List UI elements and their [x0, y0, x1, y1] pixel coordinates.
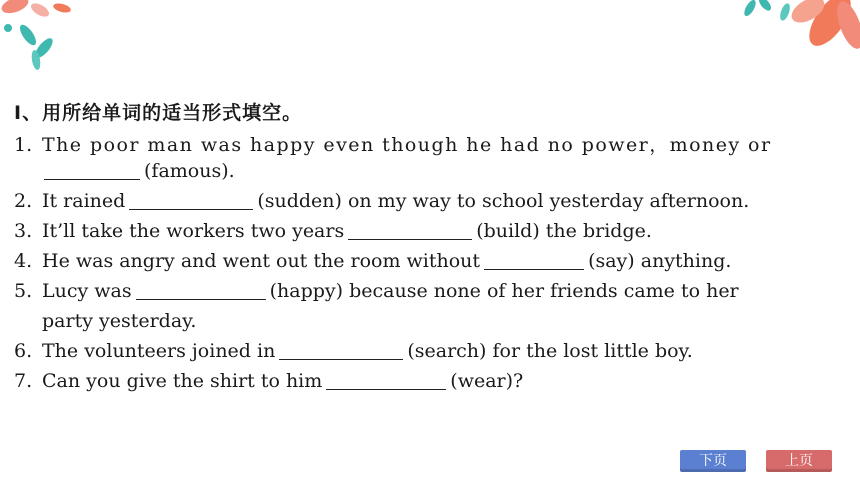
- answer-blank[interactable]: [348, 221, 472, 240]
- question-5: [14, 280, 739, 302]
- question-hint: (happy) because none of her friends came to her: [269, 280, 739, 302]
- question-6: [14, 340, 693, 362]
- exercise-heading: Ⅰ、用所给单词的适当形式填空。: [14, 102, 303, 124]
- question-2: [14, 190, 749, 212]
- question-5-cont: [42, 310, 196, 332]
- floral-decoration-right-icon: [730, 0, 860, 70]
- question-1-cont: [42, 160, 235, 182]
- answer-blank[interactable]: [136, 281, 266, 300]
- question-text: Lucy was: [42, 280, 132, 302]
- question-7: [14, 370, 523, 392]
- answer-blank[interactable]: [129, 191, 253, 210]
- question-text: The poor man was happy even though he had no power，money or: [42, 134, 772, 156]
- question-4: [14, 250, 731, 272]
- question-hint: (build) the bridge.: [476, 220, 652, 242]
- question-1: [14, 130, 771, 157]
- question-hint: (say) anything.: [588, 250, 732, 272]
- question-number: 5.: [14, 280, 33, 302]
- question-number: 3.: [14, 220, 33, 242]
- answer-blank[interactable]: [484, 251, 584, 270]
- question-hint: (wear)?: [450, 370, 524, 392]
- question-hint: (sudden) on my way to school yesterday afternoon.: [257, 190, 750, 212]
- question-3: [14, 220, 652, 242]
- question-text: It rained: [42, 190, 126, 212]
- floral-decoration-left-icon: [0, 0, 110, 80]
- answer-blank[interactable]: [44, 161, 140, 180]
- question-number: 2.: [14, 190, 33, 212]
- answer-blank[interactable]: [326, 371, 446, 390]
- question-hint: (famous).: [144, 160, 235, 182]
- question-number: 1.: [14, 134, 33, 156]
- question-text: party yesterday.: [42, 310, 197, 332]
- answer-blank[interactable]: [279, 341, 403, 360]
- question-hint: (search) for the lost little boy.: [407, 340, 693, 362]
- question-number: 6.: [14, 340, 33, 362]
- question-text: Can you give the shirt to him: [42, 370, 323, 392]
- question-number: 4.: [14, 250, 33, 272]
- next-page-button[interactable]: 下页: [680, 450, 746, 472]
- question-text: He was angry and went out the room without: [42, 250, 481, 272]
- previous-page-button[interactable]: 上页: [766, 450, 832, 472]
- question-text: The volunteers joined in: [42, 340, 276, 362]
- question-number: 7.: [14, 370, 33, 392]
- question-text: It’ll take the workers two years: [42, 220, 345, 242]
